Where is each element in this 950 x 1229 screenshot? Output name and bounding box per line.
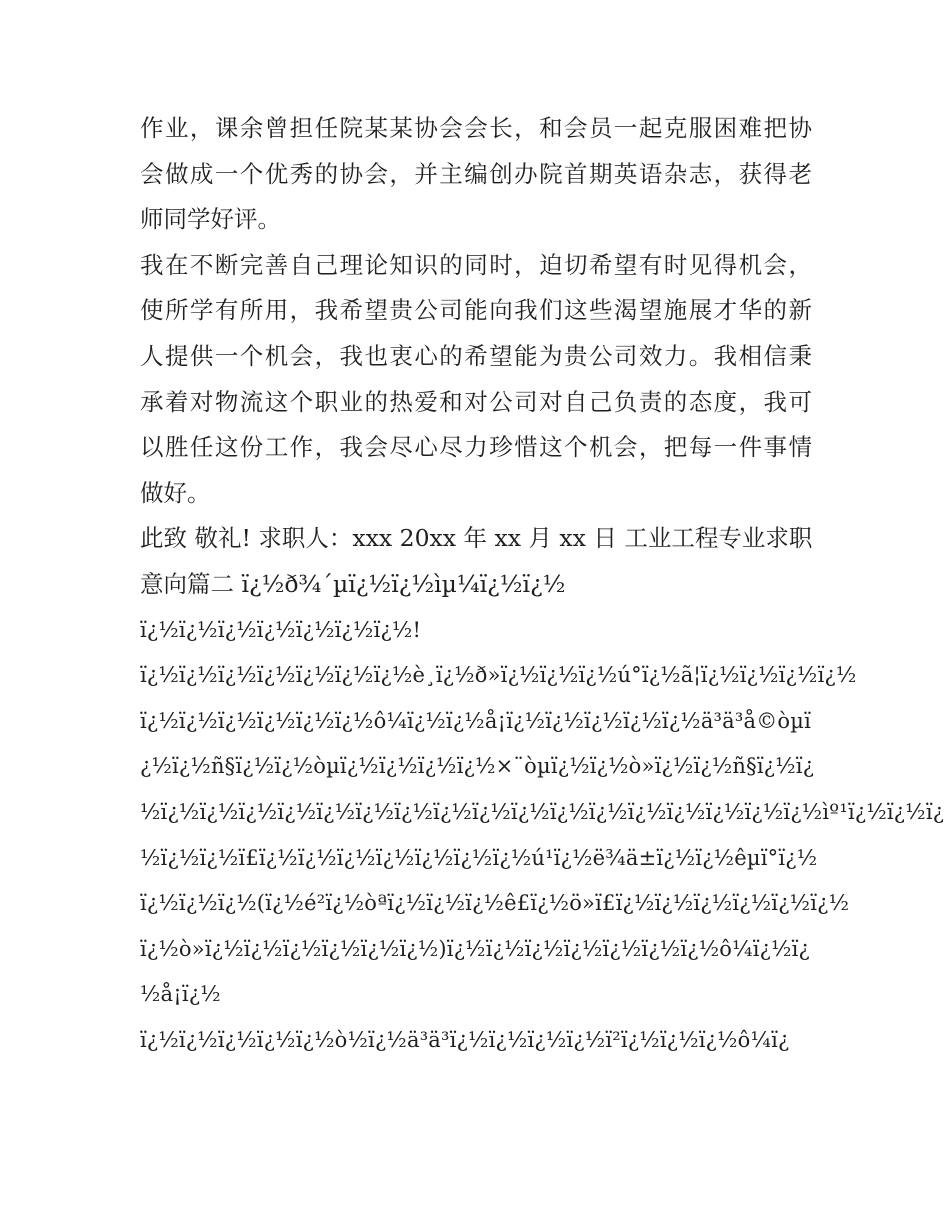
text-line: 会做成一个优秀的协会，并主编创办院首期英语杂志，获得老 bbox=[140, 159, 812, 188]
text-line: 意向篇二 ï¿½ð¾´µï¿½ï¿½ìµ¼ï¿½ï¿½ bbox=[140, 569, 566, 598]
text-line: 做好。 bbox=[140, 478, 211, 507]
text-line: ¿½ï¿½ñ§ï¿½ï¿½òµï¿½ï¿½ï¿½ï¿½×¨òµï¿½ï¿½ò»ï¿½ï¿½ñ§ï¿½ï¿ bbox=[140, 754, 815, 779]
text-line: ï¿½ï¿½ï¿½ï¿½ï¿½ï¿½ô¼ï¿½ï¿½å¡ï¿½ï¿½ï¿½ï¿½ï¿½ä³ä³å©òµï bbox=[140, 708, 812, 733]
text-line: 作业，课余曾担任院某某协会会长，和会员一起克服困难把协 bbox=[140, 114, 812, 142]
document-body bbox=[140, 106, 945, 1063]
text-line: 此致 敬礼! 求职人：xxx 20xx 年 xx 月 xx 日 工业工程专业求职 bbox=[140, 524, 813, 553]
text-line: ï¿½ï¿½ï¿½ï¿½ï¿½ï¿½ï¿½è¸ï¿½ð»ï¿½ï¿½ï¿½ú°ï¿½ã¦ï¿½ï¿½ï¿½ï¿½ bbox=[140, 663, 857, 688]
text-line: 承着对物流这个职业的热爱和对公司对自己负责的态度，我可 bbox=[140, 387, 812, 416]
text-line: ï¿½ï¿½ï¿½(ï¿½é²ï¿½òªï¿½ï¿½ï¿½ê£ï¿½ö»ï£ï¿½ï¿½ï¿½ï¿½ï¿½ï¿½ bbox=[140, 891, 850, 916]
text-line: 我在不断完善自己理论知识的同时，迫切希望有时见得机会， bbox=[140, 250, 812, 279]
text-line: 人提供一个机会，我也衷心的希望能为贵公司效力。我相信秉 bbox=[140, 341, 812, 370]
text-line: ï¿½ï¿½ï¿½ï¿½ï¿½ò½ï¿½ä³ä³ï¿½ï¿½ï¿½ï¿½ï²ï¿½ï¿½ï¿½ô¼ï¿ bbox=[140, 1027, 790, 1052]
text-line: 师同学好评。 bbox=[140, 205, 281, 234]
text-line: ½ï¿½ï¿½ï£ï¿½ï¿½ï¿½ï¿½ï¿½ï¿½ï¿½ú¹ï¿½ë¾ä±ï¿½ï¿½êµï°ï¿½ bbox=[140, 845, 818, 870]
text-line: ½ï¿½ï¿½ï¿½ï¿½ï¿½ï¿½ï¿½ï¿½ï¿½ï¿½ï¿½ï¿½ï¿½ï¿½ï¿½ï¿½ï¿½ìº¹ï¿½ï¿½ï¿ bbox=[140, 799, 945, 824]
text-line: ½å¡ï¿½ bbox=[140, 982, 221, 1007]
text-line: 使所学有所用，我希望贵公司能向我们这些渴望施展才华的新 bbox=[140, 296, 812, 325]
text-line: ï¿½ò»ï¿½ï¿½ï¿½ï¿½ï¿½ï¿½)ï¿½ï¿½ï¿½ï¿½ï¿½ï¿½ï¿½ô¼ï¿½ï¿ bbox=[140, 936, 810, 961]
text-line: ï¿½ï¿½ï¿½ï¿½ï¿½ï¿½ï¿½! bbox=[140, 617, 422, 642]
text-line: 以胜任这份工作，我会尽心尽力珍惜这个机会，把每一件事情 bbox=[140, 433, 812, 462]
